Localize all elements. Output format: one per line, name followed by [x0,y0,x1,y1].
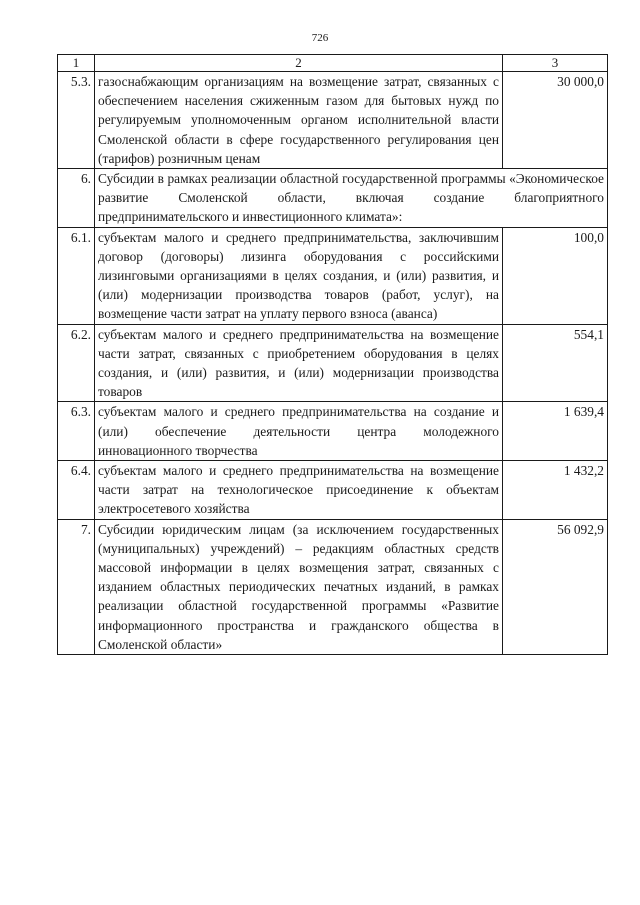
table-row [58,169,608,228]
row-amount: 56 092,9 [503,519,608,654]
table-header-row [58,55,608,72]
column-header-amount: 3 [503,55,608,72]
row-description: Субсидии в рамках реализации областной государственной программы «Экономическое развитие Смоленской области, включая создание благоприятного предпринимательского и инвестиционного климата»: [95,169,608,228]
row-number: 5.3. [58,72,95,169]
row-number: 6.4. [58,461,95,520]
page-number: 726 [311,32,329,44]
row-amount: 100,0 [503,227,608,324]
row-amount: 554,1 [503,324,608,402]
row-number: 6.2. [58,324,95,402]
table-row [58,72,608,169]
row-amount: 30 000,0 [503,72,608,169]
row-number: 7. [58,519,95,654]
table-row [58,402,608,461]
row-number: 6.3. [58,402,95,461]
row-amount: 1 432,2 [503,461,608,520]
row-description: субъектам малого и среднего предпринимательства на создание и (или) обеспечение деятельности центра молодежного инновационного творчества [95,402,503,461]
row-description: Субсидии юридическим лицам (за исключением государственных (муниципальных) учреждений) – редакциям областных средств массовой информации в целях возмещения затрат, связанных с изданием областных периодических печатных изданий, в рамках реализации областной государственной программы «Развитие информационного пространства и гражданского общества в Смоленской области» [95,519,503,654]
column-header-description: 2 [95,55,503,72]
row-number: 6. [58,169,95,228]
column-header-number: 1 [58,55,95,72]
row-description: субъектам малого и среднего предпринимательства, заключившим договор (договоры) лизинга оборудования с российскими лизинговыми организациями в целях создания, и (или) развития, и (или) модернизации производства товаров (работ, услуг), на возмещение части затрат на уплату первого взноса (аванса) [95,227,503,324]
table-row [58,519,608,654]
row-description: субъектам малого и среднего предпринимательства на возмещение части затрат на технологическое присоединение к объектам электросетевого хозяйства [95,461,503,520]
row-amount: 1 639,4 [503,402,608,461]
row-number: 6.1. [58,227,95,324]
table-row [58,227,608,324]
table-row [58,461,608,520]
row-description: газоснабжающим организациям на возмещение затрат, связанных с обеспечением населения сжиженным газом для бытовых нужд по регулируемым уполномоченным органом исполнительной власти Смоленской области в сфере государственного регулирования цен (тарифов) розничным ценам [95,72,503,169]
table-row [58,324,608,402]
row-description: субъектам малого и среднего предпринимательства на возмещение части затрат, связанных с приобретением оборудования в целях создания, и (или) развития, и (или) модернизации производства товаров [95,324,503,402]
subsidy-table [57,54,608,655]
